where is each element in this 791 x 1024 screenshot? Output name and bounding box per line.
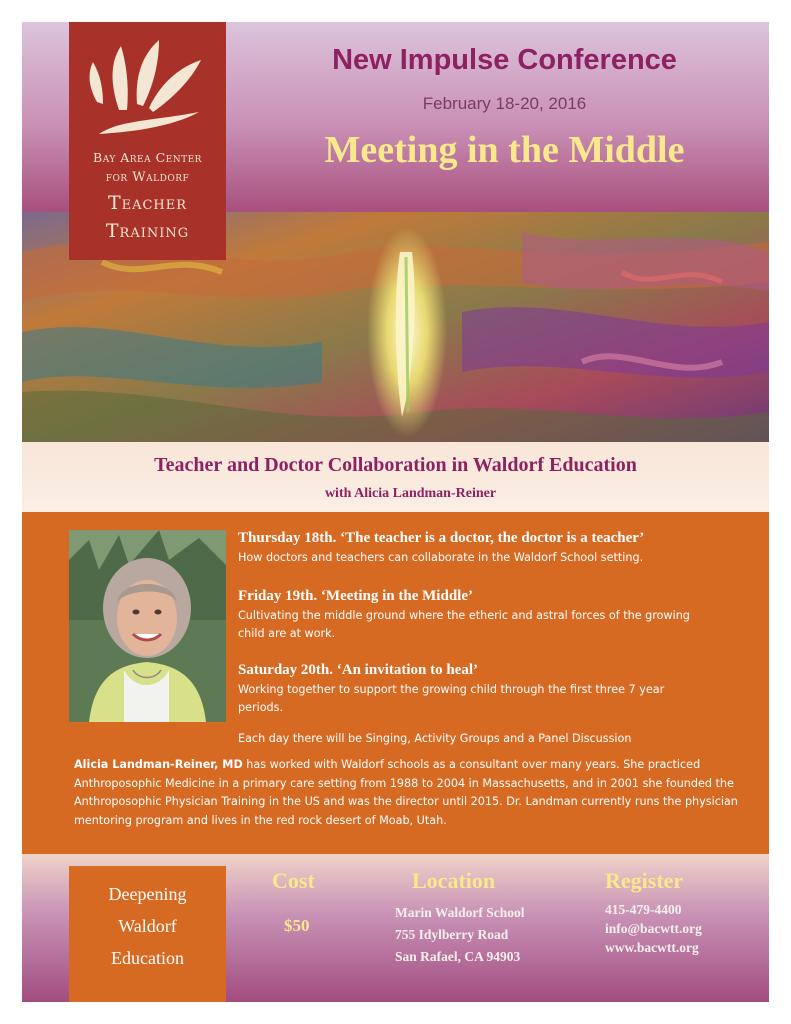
- logo-line-2: for Waldorf: [105, 170, 190, 185]
- cost-value: $50: [284, 916, 310, 935]
- conference-date: February 18-20, 2016: [422, 94, 587, 113]
- collaboration-title: Teacher and Doctor Collaboration in Waldorf Education: [154, 454, 637, 476]
- schedule-item-friday: [238, 588, 708, 643]
- logo-line-4: Training: [105, 220, 190, 242]
- schedule-day-description: Cultivating the middle ground where the etheric and astral forces of the growing child are at work.: [238, 609, 690, 640]
- presenter-line: with Alicia Landman-Reiner: [324, 486, 497, 501]
- location-heading: Location: [412, 868, 496, 893]
- register-email: info@bacwtt.org: [605, 921, 702, 936]
- register-contacts: [605, 900, 702, 957]
- cost-heading: Cost: [272, 868, 315, 893]
- schedule-item-thursday: [238, 530, 644, 567]
- conference-title: New Impulse Conference: [332, 44, 677, 76]
- logo-line-3: Teacher: [107, 192, 188, 214]
- deepening-line-2: Waldorf: [118, 916, 177, 936]
- location-line: Marin Waldorf School: [395, 905, 525, 920]
- deepening-line-1: Deepening: [108, 884, 187, 904]
- deepening-line-3: Education: [111, 948, 184, 968]
- schedule-item-saturday: [238, 662, 708, 717]
- schedule-day-title: Friday 19th. ‘Meeting in the Middle’: [238, 588, 473, 604]
- location-line: San Rafael, CA 94903: [395, 949, 521, 964]
- presenter-photo: [69, 530, 226, 722]
- bio-name: Alicia Landman-Reiner, MD: [74, 758, 243, 771]
- logo: [69, 22, 226, 260]
- feather-logo-icon: [79, 34, 216, 146]
- presenter-bio: [74, 756, 764, 830]
- register-heading: Register: [605, 868, 684, 893]
- schedule-day-title: Thursday 18th. ‘The teacher is a doctor, the doctor is a teacher’: [238, 530, 645, 546]
- schedule-day-description: How doctors and teachers can collaborate in the Waldorf School setting.: [238, 551, 644, 564]
- location-line: 755 Idylberry Road: [395, 927, 509, 942]
- register-website: www.bacwtt.org: [605, 940, 699, 955]
- deepening-box: [69, 866, 226, 1002]
- content-section: [22, 512, 769, 854]
- register-phone: 415-479-4400: [605, 902, 682, 917]
- location-address: [395, 902, 525, 968]
- collaboration-band: [22, 442, 769, 512]
- daily-note: Each day there will be Singing, Activity Groups and a Panel Discussion: [238, 732, 632, 745]
- conference-theme: Meeting in the Middle: [324, 129, 685, 171]
- schedule-day-description: Working together to support the growing child through the first three 7 year periods.: [238, 683, 665, 714]
- bio-text: has worked with Waldorf schools as a consultant over many years. She practiced Anthroposophic Medicine in a primary care setting from 1988 to 2004 in Massachusetts, and in 2001 she founded the Anthroposophic Physician Training in the US and was the director until 2015. Dr. Landman currently runs the physician mentoring program and lives in the red rock desert of Moab, Utah.: [74, 758, 738, 827]
- logo-line-1: Bay Area Center: [93, 150, 202, 165]
- footer-band: [22, 854, 769, 1002]
- flyer: [22, 22, 769, 1002]
- schedule-day-title: Saturday 20th. ‘An invitation to heal’: [238, 662, 479, 678]
